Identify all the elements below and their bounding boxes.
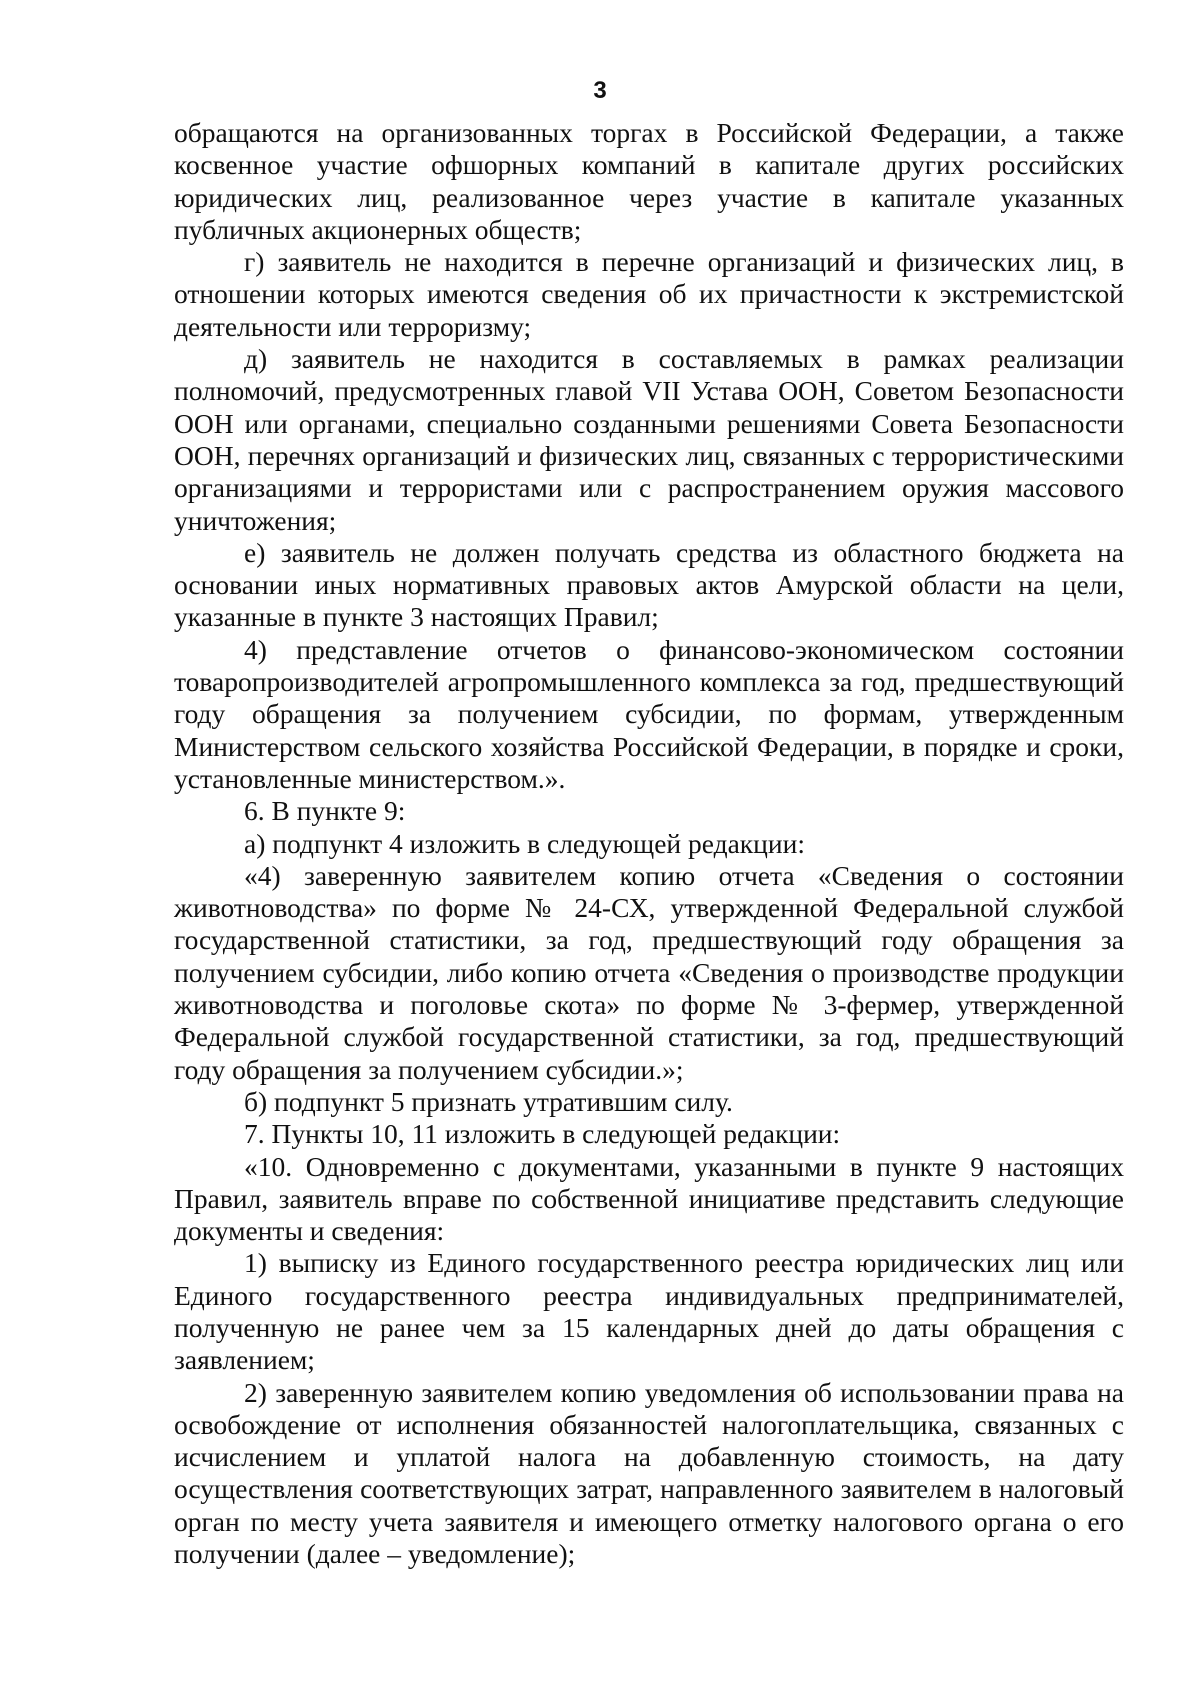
paragraph: б) подпункт 5 признать утратившим силу. <box>244 1085 733 1117</box>
paragraph: 7. Пункты 10, 11 изложить в следующей редакции: <box>244 1118 841 1150</box>
paragraph: 4) представление отчетов о финансово-экономическом состоянии товаропроизводителей агропромышленного комплекса за год, предшествующий году обращения за получением субсидии, по формам, утвержденным Министерством сельского хозяйства Российской Федерации, в порядке и сроки, установленные министерством.». <box>174 633 1124 794</box>
page-number: 3 <box>593 77 607 104</box>
paragraph: «10. Одновременно с документами, указанными в пункте 9 настоящих Правил, заявитель вправе по собственной инициативе представить следующие документы и сведения: <box>174 1150 1124 1247</box>
paragraph: «4) заверенную заявителем копию отчета «Сведения о состоянии животноводства» по форме № 24-СХ, утвержденной Федеральной службой государственной статистики, за год, предшествующий году обращения за получением субсидии, либо копию отчета «Сведения о производстве продукции животноводства и поголовье скота» по форме № 3-фермер, утвержденной Федеральной службой государственной статистики, за год, предшествующий году обращения за получением субсидии.»; <box>174 859 1124 1085</box>
paragraph: г) заявитель не находится в перечне организаций и физических лиц, в отношении которых имеются сведения об их причастности к экстремистской деятельности или терроризму; <box>174 246 1124 342</box>
paragraph: д) заявитель не находится в составляемых в рамках реализации полномочий, предусмотренных главой VII Устава ООН, Советом Безопасности ООН или органами, специально созданными решениями Совета Безопасности ООН, перечнях организаций и физических лиц, связанных с террористическими организациями и террористами или с распространением оружия массового уничтожения; <box>174 343 1124 536</box>
paragraph: 2) заверенную заявителем копию уведомления об использовании права на освобождение от исполнения обязанностей налогоплательщика, связанных с исчислением и уплатой налога на добавленную стоимость, на дату осуществления соответствующих затрат, направленного заявителем в налоговый орган по месту учета заявителя и имеющего отметку налогового органа о его получении (далее – уведомление); <box>174 1376 1124 1570</box>
document-body <box>174 117 1124 1570</box>
paragraph: обращаются на организованных торгах в Российской Федерации, а также косвенное участие офшорных компаний в капитале других российских юридических лиц, реализованное через участие в капитале указанных публичных акционерных обществ; <box>174 117 1124 245</box>
paragraph: 1) выписку из Единого государственного реестра юридических лиц или Единого государственного реестра индивидуальных предпринимателей, полученную не ранее чем за 15 календарных дней до даты обращения с заявлением; <box>174 1247 1124 1376</box>
paragraph: е) заявитель не должен получать средства из областного бюджета на основании иных нормативных правовых актов Амурской области на цели, указанные в пункте 3 настоящих Правил; <box>174 536 1124 633</box>
paragraph: 6. В пункте 9: <box>244 795 406 827</box>
paragraph: а) подпункт 4 изложить в следующей редакции: <box>244 827 805 859</box>
